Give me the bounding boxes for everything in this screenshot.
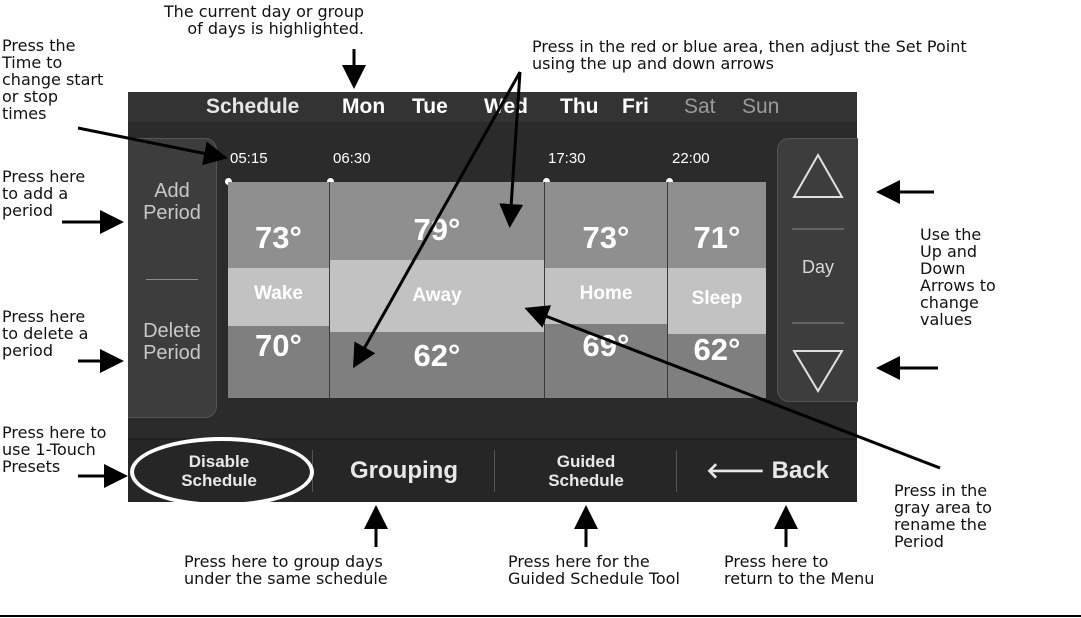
grouping-label: Grouping: [350, 457, 458, 484]
callout-delete-period: Press here to delete a period: [2, 307, 89, 360]
day-sat[interactable]: Sat: [684, 95, 716, 118]
heat-temp: 79°: [413, 212, 461, 247]
back-label: Back: [771, 457, 830, 484]
cool-temp: 62°: [413, 338, 461, 373]
day-mon[interactable]: Mon: [342, 95, 386, 118]
cool-temp: 62°: [693, 332, 741, 367]
guided-schedule-label: Guided Schedule: [548, 452, 624, 490]
period-name[interactable]: Away: [330, 260, 544, 332]
disable-schedule-label: Disable Schedule: [181, 452, 257, 490]
day-wed[interactable]: Wed: [484, 95, 528, 118]
period-name[interactable]: Wake: [228, 268, 329, 326]
callout-rename: Press in the gray area to rename the Period: [894, 481, 992, 551]
arrow-setpoint-blue: [356, 72, 520, 363]
day-label: Day: [801, 257, 834, 277]
callout-back: Press here to return to the Menu: [724, 552, 875, 588]
period-name[interactable]: Sleep: [668, 268, 766, 334]
callout-highlight-day: The current day or group of days is highlighted.: [163, 2, 364, 38]
time-1[interactable]: 05:15: [230, 150, 268, 167]
cool-temp: 69°: [582, 328, 630, 363]
time-3[interactable]: 17:30: [548, 150, 586, 167]
day-fri[interactable]: Fri: [622, 95, 649, 118]
time-2[interactable]: 06:30: [333, 150, 371, 167]
arrow-setpoint-red: [510, 72, 520, 222]
callout-add-period: Press here to add a period: [2, 167, 86, 220]
day-thu[interactable]: Thu: [560, 95, 599, 118]
callout-time: Press the Time to change start or stop times: [2, 36, 104, 123]
arrow-rename: [530, 310, 940, 468]
heat-temp: 73°: [582, 220, 630, 255]
day-tue[interactable]: Tue: [412, 95, 448, 118]
schedule-label: Schedule: [206, 95, 300, 118]
callout-guided: Press here for the Guided Schedule Tool: [508, 552, 680, 588]
delete-period-button[interactable]: Delete Period: [143, 320, 201, 364]
callout-setpoint: Press in the red or blue area, then adjust the Set Point using the up and down arrows: [532, 37, 967, 73]
callout-updown: Use the Up and Down Arrows to change values: [920, 225, 996, 329]
back-arrow-icon: 🡐: [705, 458, 765, 483]
add-period-button[interactable]: Add Period: [143, 180, 201, 224]
cool-temp: 70°: [255, 328, 302, 363]
callout-grouping: Press here to group days under the same schedule: [184, 552, 388, 588]
period-name[interactable]: Home: [545, 268, 667, 324]
day-sun[interactable]: Sun: [742, 95, 780, 118]
heat-temp: 71°: [693, 220, 741, 255]
time-4[interactable]: 22:00: [672, 150, 710, 167]
arrow-time: [78, 128, 222, 157]
heat-temp: 73°: [255, 220, 302, 255]
callout-presets: Press here to use 1-Touch Presets: [2, 423, 107, 476]
